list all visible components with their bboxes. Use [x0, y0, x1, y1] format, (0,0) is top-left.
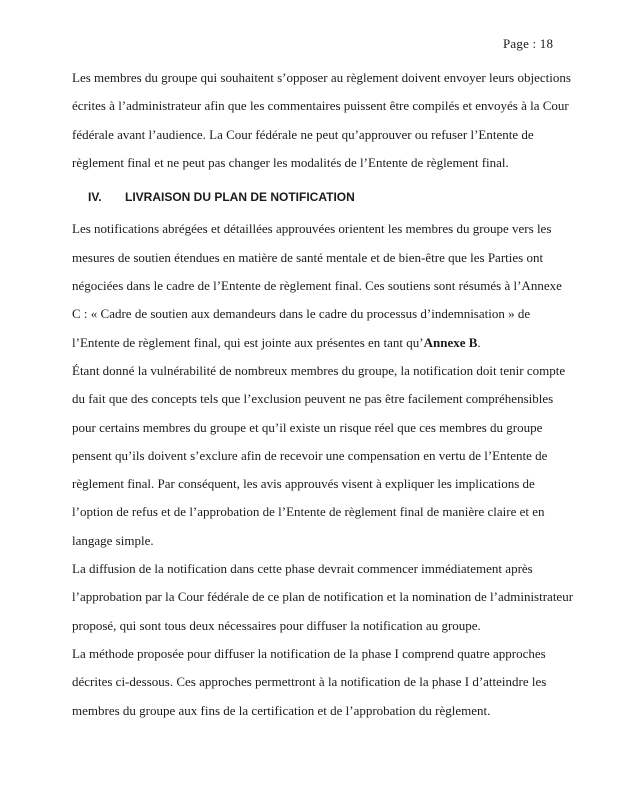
paragraph-line: écrites à l’administrateur afin que les commentaires puissent être compilés et envoyés à la Cour — [72, 98, 569, 114]
paragraph-line: décrites ci-dessous. Ces approches permettront à la notification de la phase I d’atteindre les — [72, 674, 547, 690]
paragraph-line: pensent qu’ils doivent s’exclure afin de recevoir une compensation en vertu de l’Entente de — [72, 447, 548, 463]
paragraph-line: fédérale avant l’audience. La Cour fédérale ne peut qu’approuver ou refuser l’Entente de — [72, 126, 534, 142]
paragraph-3 — [72, 357, 566, 555]
paragraph-line: langage simple. — [72, 532, 154, 548]
document-body — [72, 64, 574, 725]
paragraph-4 — [72, 555, 574, 640]
paragraph-line: La diffusion de la notification dans cette phase devrait commencer immédiatement après — [72, 561, 533, 577]
line-text-normal: . — [477, 334, 481, 350]
paragraph-line: membres du groupe aux fins de la certification et de l’approbation du règlement. — [72, 702, 491, 718]
paragraph-line: Les membres du groupe qui souhaitent s’opposer au règlement doivent envoyer leurs objections — [72, 70, 571, 85]
paragraph-line: l’approbation par la Cour fédérale de ce plan de notification et la nomination de l’administrateur — [72, 589, 574, 605]
paragraph-line: pour certains membres du groupe et qu’il existe un risque réel que ces membres du groupe — [72, 419, 543, 435]
paragraph-1 — [72, 64, 571, 177]
paragraph-line: Étant donné la vulnérabilité de nombreux membres du groupe, la notification doit tenir compte — [72, 362, 566, 378]
paragraph-line: règlement final et ne peut pas changer les modalités de l’Entente de règlement final. — [72, 154, 509, 170]
paragraph-line — [72, 329, 558, 357]
section-heading — [72, 183, 558, 211]
paragraph-line: l’option de refus et de l’approbation de l’Entente de règlement final de manière claire et en — [72, 504, 545, 520]
paragraph-line: La méthode proposée pour diffuser la notification de la phase I comprend quatre approches — [72, 645, 546, 661]
paragraph-line: du fait que des concepts tels que l’exclusion peuvent ne pas être facilement compréhensibles — [72, 391, 554, 407]
paragraph-5 — [72, 640, 558, 725]
section-heading-title: LIVRAISON DU PLAN DE NOTIFICATION — [125, 190, 355, 205]
paragraph-line: mesures de soutien étendues en matière de santé mentale et de bien-être que les Parties ont — [72, 249, 544, 265]
page-number-label: Page : 18 — [503, 36, 554, 51]
paragraph-line: négociées dans le cadre de l’Entente de règlement final. Ces soutiens sont résumés à l’Annexe — [72, 278, 562, 294]
line-text-normal: l’Entente de règlement final, qui est jointe aux présentes en tant qu’ — [72, 334, 424, 350]
paragraph-line: proposé, qui sont tous deux nécessaires pour diffuser la notification au groupe. — [72, 617, 481, 633]
section-heading-number: IV. — [88, 190, 102, 205]
paragraph-line: Les notifications abrégées et détaillées approuvées orientent les membres du groupe vers les — [72, 221, 552, 237]
paragraph-2 — [72, 215, 562, 356]
line-text-bold: Annexe B — [423, 334, 478, 350]
paragraph-line: C : « Cadre de soutien aux demandeurs dans le cadre du processus d’indemnisation » de — [72, 306, 531, 322]
paragraph-line: règlement final. Par conséquent, les avis approuvés visent à expliquer les implications de — [72, 476, 535, 492]
